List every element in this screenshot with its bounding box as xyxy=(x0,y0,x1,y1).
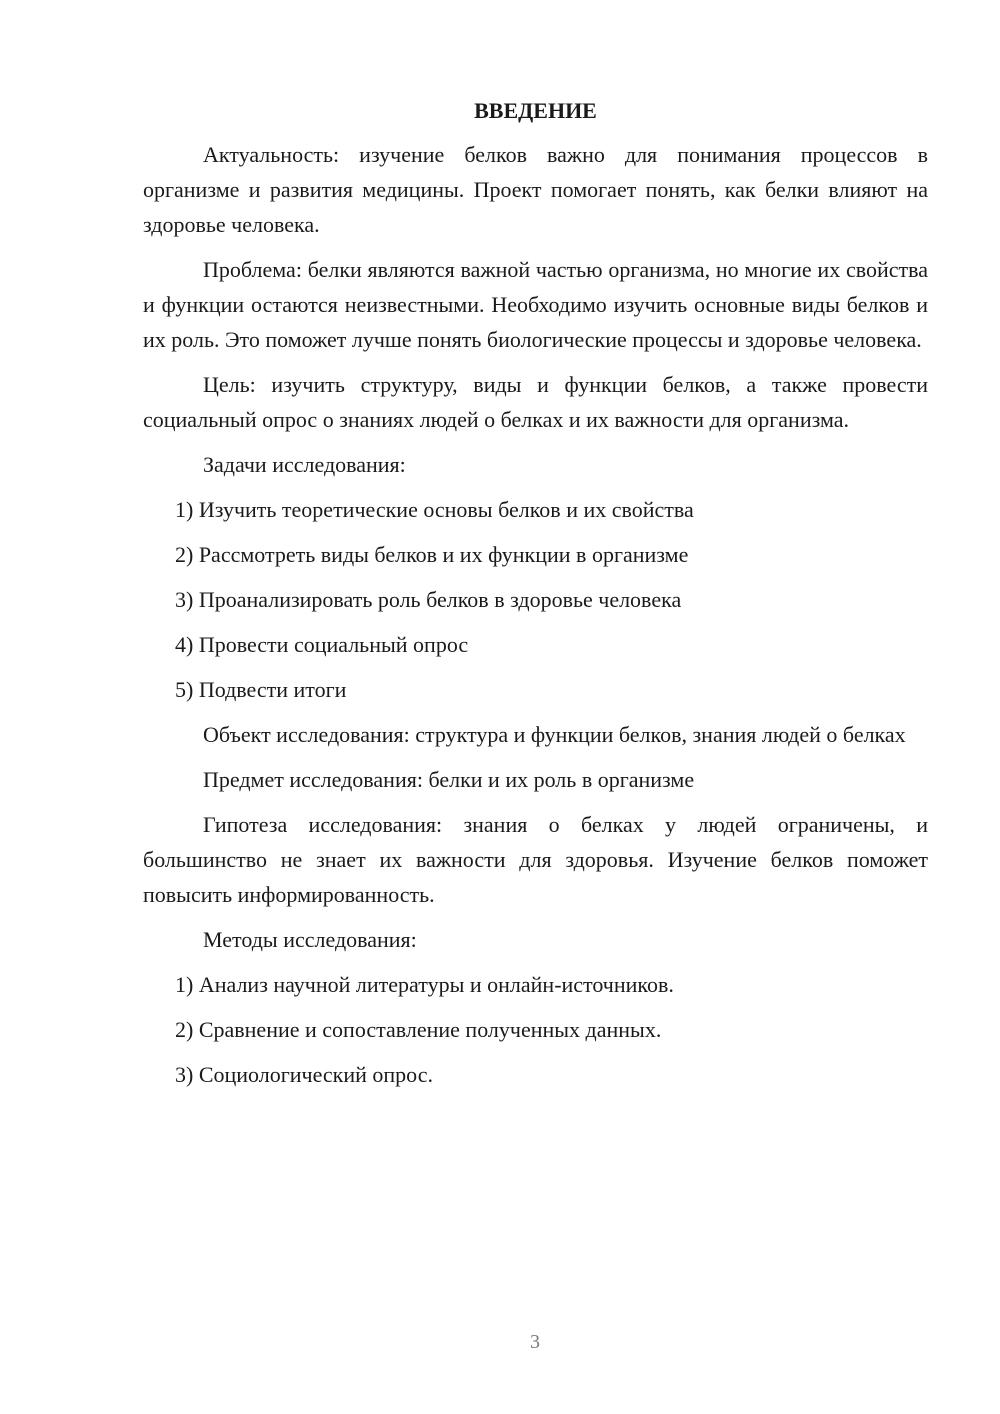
list-item: 3) Социологический опрос. xyxy=(175,1062,433,1087)
goal-paragraph: Цель: изучить структуру, виды и функции белков, а также провести социальный опрос о знаниях людей о белках и их важности для организма. xyxy=(143,372,928,432)
list-item: 2) Рассмотреть виды белков и их функции в организме xyxy=(175,542,689,567)
document-body xyxy=(143,96,928,1102)
tasks-list xyxy=(143,492,928,707)
list-item: 2) Сравнение и сопоставление полученных данных. xyxy=(175,1017,662,1042)
section-title: ВВЕДЕНИЕ xyxy=(474,98,597,123)
list-item: 3) Проанализировать роль белков в здоровье человека xyxy=(175,587,682,612)
list-item: 4) Провести социальный опрос xyxy=(175,632,469,657)
hypothesis-paragraph: Гипотеза исследования: знания о белках у людей ограничены, и большинство не знает их важности для здоровья. Изучение белков поможет повысить информированность. xyxy=(143,812,928,907)
methods-list xyxy=(143,967,928,1092)
subject-paragraph: Предмет исследования: белки и их роль в организме xyxy=(203,767,695,792)
page-number: 3 xyxy=(530,1331,540,1353)
object-paragraph: Объект исследования: структура и функции белков, знания людей о белках xyxy=(203,722,906,747)
list-item: 5) Подвести итоги xyxy=(175,677,347,702)
problem-paragraph: Проблема: белки являются важной частью организма, но многие их свойства и функции остаются неизвестными. Необходимо изучить основные виды белков и их роль. Это поможет лучше понять биологические процессы и здоровье человека. xyxy=(143,257,928,352)
relevance-paragraph: Актуальность: изучение белков важно для понимания процессов в организме и развития медицины. Проект помогает понять, как белки влияют на здоровье человека. xyxy=(143,142,928,237)
tasks-heading: Задачи исследования: xyxy=(203,452,406,477)
methods-heading: Методы исследования: xyxy=(203,927,417,952)
list-item: 1) Изучить теоретические основы белков и их свойства xyxy=(175,497,694,522)
list-item: 1) Анализ научной литературы и онлайн-источников. xyxy=(175,972,674,997)
